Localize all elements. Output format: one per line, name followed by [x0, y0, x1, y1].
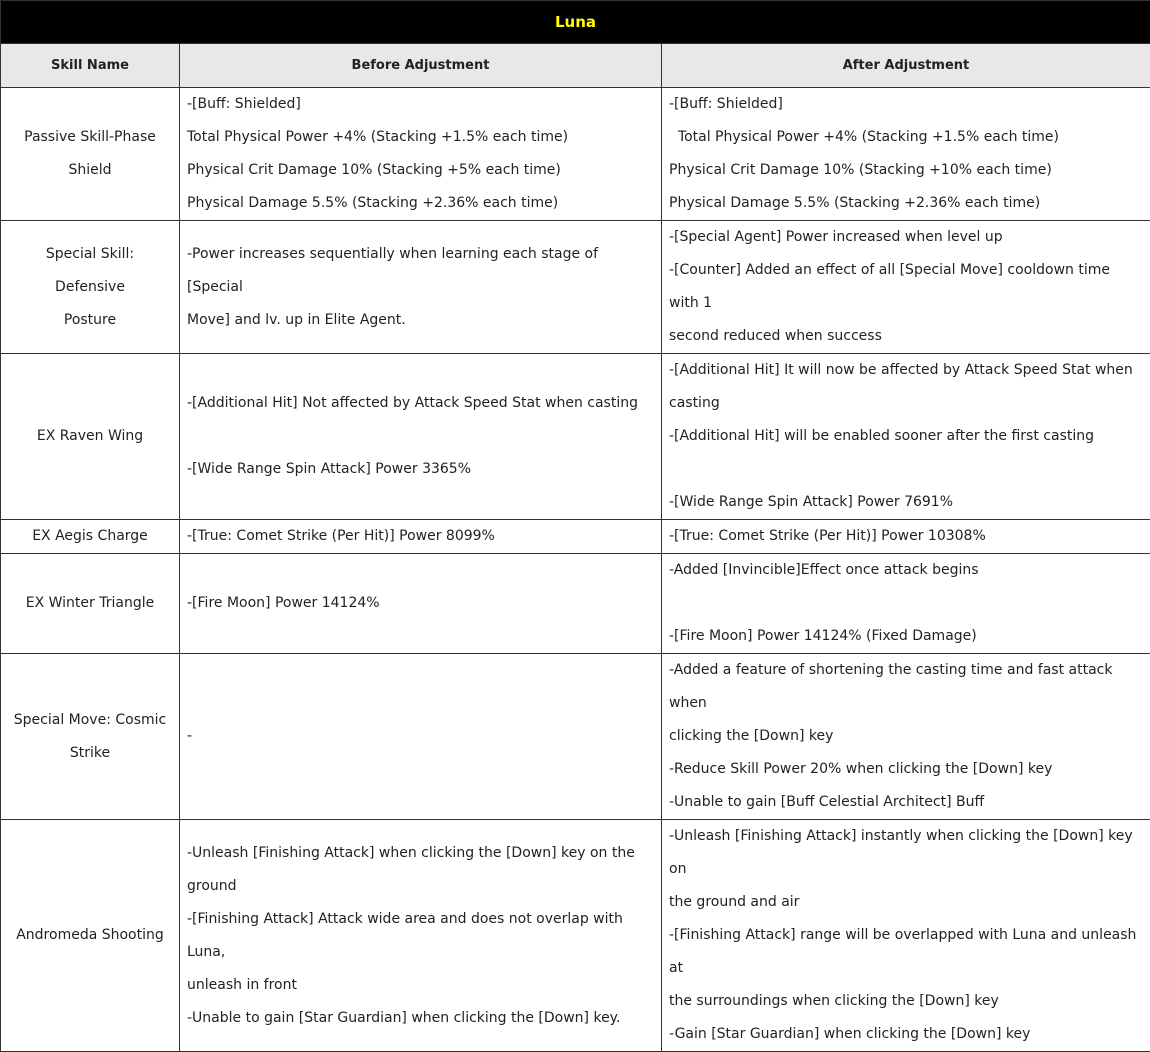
before-adjustment-line: -[Additional Hit] Not affected by Attack Speed Stat when casting — [187, 387, 654, 420]
skill-name-line: EX Raven Wing — [9, 420, 171, 453]
before-adjustment-line: ground — [187, 870, 654, 903]
skill-name-line: EX Aegis Charge — [9, 520, 171, 553]
table-row — [1, 820, 1150, 1052]
after-adjustment-line: -[Special Agent] Power increased when level up — [669, 221, 1143, 254]
before-adjustment-cell — [180, 221, 662, 354]
skill-name-line: EX Winter Triangle — [9, 587, 171, 620]
after-adjustment-cell — [662, 88, 1150, 221]
after-adjustment-line: Physical Crit Damage 10% (Stacking +10% each time) — [669, 154, 1143, 187]
before-adjustment-line: Total Physical Power +4% (Stacking +1.5% each time) — [187, 121, 654, 154]
after-adjustment-line: -Unleash [Finishing Attack] instantly when clicking the [Down] key on — [669, 820, 1143, 886]
header-before-adjustment: Before Adjustment — [180, 44, 662, 88]
after-adjustment-line: -Unable to gain [Buff Celestial Architect] Buff — [669, 786, 1143, 819]
table-row — [1, 88, 1150, 221]
before-adjustment-line: - — [187, 720, 654, 753]
skill-name-line: Andromeda Shooting — [9, 919, 171, 952]
skill-name-line: Special Skill: Defensive — [9, 238, 171, 304]
after-adjustment-line: -[Buff: Shielded] — [669, 88, 1143, 121]
after-adjustment-line — [669, 587, 1143, 620]
after-adjustment-cell — [662, 654, 1150, 820]
skill-name-cell — [1, 554, 180, 654]
before-adjustment-line: -[Finishing Attack] Attack wide area and does not overlap with Luna, — [187, 903, 654, 969]
before-adjustment-line: -[Buff: Shielded] — [187, 88, 654, 121]
skill-name-cell — [1, 520, 180, 554]
before-adjustment-line: Physical Crit Damage 10% (Stacking +5% each time) — [187, 154, 654, 187]
skill-name-line: Shield — [9, 154, 171, 187]
table-row — [1, 520, 1150, 554]
after-adjustment-line: -[Finishing Attack] range will be overlapped with Luna and unleash at — [669, 919, 1143, 985]
after-adjustment-line: second reduced when success — [669, 320, 1143, 353]
before-adjustment-line: Move] and lv. up in Elite Agent. — [187, 304, 654, 337]
after-adjustment-line: -[Additional Hit] It will now be affected by Attack Speed Stat when — [669, 354, 1143, 387]
skill-name-cell — [1, 654, 180, 820]
table-row — [1, 554, 1150, 654]
skill-name-cell — [1, 354, 180, 520]
before-adjustment-line: -[True: Comet Strike (Per Hit)] Power 8099% — [187, 520, 654, 553]
skill-name-line: Strike — [9, 737, 171, 770]
before-adjustment-line: -[Fire Moon] Power 14124% — [187, 587, 654, 620]
after-adjustment-line: -Reduce Skill Power 20% when clicking the [Down] key — [669, 753, 1143, 786]
after-adjustment-line — [669, 453, 1143, 486]
after-adjustment-line: -Added [Invincible]Effect once attack begins — [669, 554, 1143, 587]
after-adjustment-line: -[Wide Range Spin Attack] Power 7691% — [669, 486, 1143, 519]
skill-name-line: Special Move: Cosmic — [9, 704, 171, 737]
table-title: Luna — [1, 1, 1150, 44]
after-adjustment-line: clicking the [Down] key — [669, 720, 1143, 753]
after-adjustment-line: casting — [669, 387, 1143, 420]
after-adjustment-line: -Added a feature of shortening the casting time and fast attack when — [669, 654, 1143, 720]
after-adjustment-cell — [662, 554, 1150, 654]
before-adjustment-cell — [180, 654, 662, 820]
skill-name-cell — [1, 88, 180, 221]
after-adjustment-line: -[Fire Moon] Power 14124% (Fixed Damage) — [669, 620, 1143, 653]
skill-name-line: Posture — [9, 304, 171, 337]
before-adjustment-line — [187, 420, 654, 453]
after-adjustment-line: Total Physical Power +4% (Stacking +1.5% each time) — [669, 121, 1143, 154]
before-adjustment-line: -Power increases sequentially when learning each stage of [Special — [187, 238, 654, 304]
before-adjustment-cell — [180, 88, 662, 221]
before-adjustment-cell — [180, 554, 662, 654]
skill-name-line: Passive Skill-Phase — [9, 121, 171, 154]
after-adjustment-line: the ground and air — [669, 886, 1143, 919]
before-adjustment-cell — [180, 354, 662, 520]
after-adjustment-line: -[True: Comet Strike (Per Hit)] Power 10308% — [669, 520, 1143, 553]
header-skill-name: Skill Name — [1, 44, 180, 88]
before-adjustment-cell — [180, 820, 662, 1052]
table-row — [1, 354, 1150, 520]
after-adjustment-line: -[Counter] Added an effect of all [Special Move] cooldown time with 1 — [669, 254, 1143, 320]
after-adjustment-line: -Gain [Star Guardian] when clicking the [Down] key — [669, 1018, 1143, 1051]
table-row — [1, 221, 1150, 354]
after-adjustment-cell — [662, 354, 1150, 520]
skill-name-cell — [1, 221, 180, 354]
after-adjustment-cell — [662, 820, 1150, 1052]
skill-name-cell — [1, 820, 180, 1052]
after-adjustment-line: Physical Damage 5.5% (Stacking +2.36% each time) — [669, 187, 1143, 220]
before-adjustment-line: unleash in front — [187, 969, 654, 1002]
table-row — [1, 654, 1150, 820]
header-after-adjustment: After Adjustment — [662, 44, 1150, 88]
after-adjustment-line: -[Additional Hit] will be enabled sooner after the first casting — [669, 420, 1143, 453]
before-adjustment-line: Physical Damage 5.5% (Stacking +2.36% each time) — [187, 187, 654, 220]
after-adjustment-cell — [662, 221, 1150, 354]
before-adjustment-line: -[Wide Range Spin Attack] Power 3365% — [187, 453, 654, 486]
before-adjustment-line: -Unable to gain [Star Guardian] when clicking the [Down] key. — [187, 1002, 654, 1035]
before-adjustment-cell — [180, 520, 662, 554]
before-adjustment-line: -Unleash [Finishing Attack] when clicking the [Down] key on the — [187, 837, 654, 870]
after-adjustment-cell — [662, 520, 1150, 554]
after-adjustment-line: the surroundings when clicking the [Down] key — [669, 985, 1143, 1018]
